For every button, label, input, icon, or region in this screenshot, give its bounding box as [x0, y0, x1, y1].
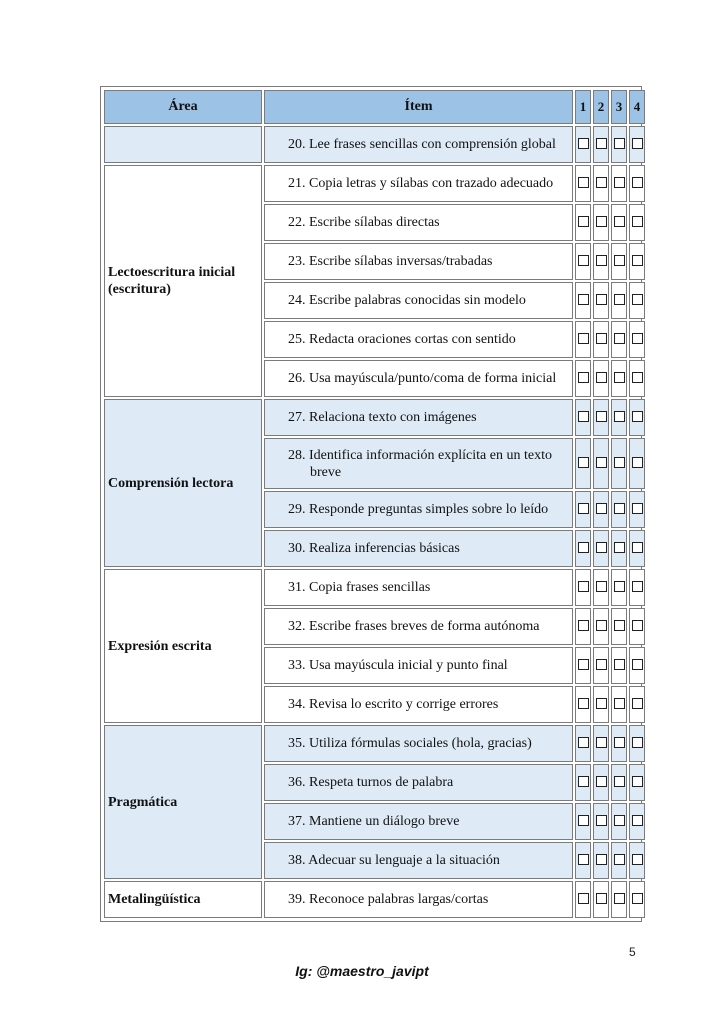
checkbox-level-3[interactable] — [614, 659, 625, 670]
level-3-cell — [611, 126, 627, 163]
level-4-cell — [629, 282, 645, 319]
level-4-cell — [629, 647, 645, 684]
checkbox-level-4[interactable] — [632, 255, 643, 266]
level-1-cell — [575, 647, 591, 684]
checkbox-level-3[interactable] — [614, 411, 625, 422]
item-text: 35. Utiliza fórmulas sociales (hola, gracias) — [288, 736, 532, 751]
checkbox-level-3[interactable] — [614, 372, 625, 383]
level-3-cell — [611, 803, 627, 840]
level-4-cell — [629, 399, 645, 436]
checkbox-level-4[interactable] — [632, 177, 643, 188]
level-2-cell — [593, 842, 609, 879]
checkbox-level-2[interactable] — [596, 411, 607, 422]
item-cell — [264, 764, 573, 801]
level-3-cell — [611, 764, 627, 801]
checkbox-level-4[interactable] — [632, 216, 643, 227]
area-cell-previous — [104, 126, 262, 163]
level-3-cell — [611, 647, 627, 684]
checkbox-level-4[interactable] — [632, 333, 643, 344]
item-text: 29. Responde preguntas simples sobre lo leído — [288, 502, 549, 517]
level-1-cell — [575, 399, 591, 436]
checkbox-level-4[interactable] — [632, 503, 643, 514]
checkbox-level-3[interactable] — [614, 854, 625, 865]
checkbox-level-1[interactable] — [578, 177, 589, 188]
table-row — [104, 126, 645, 163]
item-cell — [264, 842, 573, 879]
checkbox-level-3[interactable] — [614, 457, 625, 468]
checkbox-level-1[interactable] — [578, 255, 589, 266]
item-cell — [264, 608, 573, 645]
checkbox-level-4[interactable] — [632, 893, 643, 904]
level-1-cell — [575, 438, 591, 489]
level-4-cell — [629, 243, 645, 280]
table-row — [104, 569, 645, 606]
item-cell — [264, 399, 573, 436]
item-cell — [264, 881, 573, 918]
level-4-cell — [629, 608, 645, 645]
item-text: 37. Mantiene un diálogo breve — [288, 814, 460, 829]
item-cell — [264, 725, 573, 762]
level-2-cell — [593, 881, 609, 918]
level-3-cell — [611, 321, 627, 358]
level-4-cell — [629, 165, 645, 202]
level-3-cell — [611, 360, 627, 397]
item-cell — [264, 165, 573, 202]
checkbox-level-1[interactable] — [578, 776, 589, 787]
checkbox-level-4[interactable] — [632, 776, 643, 787]
checkbox-level-2[interactable] — [596, 372, 607, 383]
header-level-4: 4 — [629, 90, 645, 124]
checkbox-level-3[interactable] — [614, 581, 625, 592]
checkbox-level-3[interactable] — [614, 893, 625, 904]
checkbox-level-1[interactable] — [578, 737, 589, 748]
area-label-line1: Lectoescritura inicial — [108, 265, 236, 280]
level-2-cell — [593, 321, 609, 358]
level-2-cell — [593, 491, 609, 528]
level-3-cell — [611, 608, 627, 645]
area-cell-expresion-escrita: Expresión escrita — [104, 569, 262, 723]
level-3-cell — [611, 243, 627, 280]
level-3-cell — [611, 881, 627, 918]
checkbox-level-4[interactable] — [632, 854, 643, 865]
level-1-cell — [575, 842, 591, 879]
level-4-cell — [629, 764, 645, 801]
checkbox-level-1[interactable] — [578, 333, 589, 344]
footer-handle: Ig: @maestro_javipt — [295, 963, 429, 979]
checkbox-level-1[interactable] — [578, 457, 589, 468]
level-4-cell — [629, 881, 645, 918]
item-text: 32. Escribe frases breves de forma autónoma — [288, 619, 540, 634]
checkbox-level-1[interactable] — [578, 620, 589, 631]
checkbox-level-2[interactable] — [596, 138, 607, 149]
checkbox-level-2[interactable] — [596, 216, 607, 227]
item-text: 27. Relaciona texto con imágenes — [288, 410, 477, 425]
item-cell — [264, 126, 573, 163]
level-2-cell — [593, 803, 609, 840]
checkbox-level-1[interactable] — [578, 581, 589, 592]
level-3-cell — [611, 842, 627, 879]
item-text: 28. Identifica información explícita en un texto breve — [288, 447, 552, 480]
item-cell — [264, 686, 573, 723]
item-cell — [264, 569, 573, 606]
item-cell — [264, 360, 573, 397]
checkbox-level-4[interactable] — [632, 457, 643, 468]
page-number: 5 — [629, 945, 636, 959]
checkbox-level-3[interactable] — [614, 815, 625, 826]
item-cell — [264, 243, 573, 280]
level-3-cell — [611, 725, 627, 762]
level-3-cell — [611, 165, 627, 202]
item-text: 25. Redacta oraciones cortas con sentido — [288, 332, 516, 347]
checkbox-level-2[interactable] — [596, 333, 607, 344]
level-2-cell — [593, 686, 609, 723]
header-row — [104, 90, 645, 124]
checkbox-level-3[interactable] — [614, 542, 625, 553]
header-level-2: 2 — [593, 90, 609, 124]
level-2-cell — [593, 243, 609, 280]
level-3-cell — [611, 686, 627, 723]
level-1-cell — [575, 491, 591, 528]
level-2-cell — [593, 438, 609, 489]
header-level-1: 1 — [575, 90, 591, 124]
checkbox-level-2[interactable] — [596, 815, 607, 826]
checkbox-level-4[interactable] — [632, 581, 643, 592]
checkbox-level-1[interactable] — [578, 854, 589, 865]
evaluation-table-frame — [100, 86, 642, 922]
checkbox-level-2[interactable] — [596, 457, 607, 468]
area-cell-lectoescritura — [104, 165, 262, 397]
item-cell — [264, 803, 573, 840]
checkbox-level-2[interactable] — [596, 503, 607, 514]
level-4-cell — [629, 842, 645, 879]
level-4-cell — [629, 438, 645, 489]
item-cell — [264, 282, 573, 319]
checkbox-level-2[interactable] — [596, 620, 607, 631]
level-1-cell — [575, 725, 591, 762]
item-text: 21. Copia letras y sílabas con trazado adecuado — [288, 176, 554, 191]
checkbox-level-3[interactable] — [614, 333, 625, 344]
header-area: Área — [104, 90, 262, 124]
level-3-cell — [611, 569, 627, 606]
level-2-cell — [593, 530, 609, 567]
checkbox-level-3[interactable] — [614, 737, 625, 748]
checkbox-level-3[interactable] — [614, 620, 625, 631]
header-item: Ítem — [264, 90, 573, 124]
checkbox-level-1[interactable] — [578, 893, 589, 904]
checkbox-level-2[interactable] — [596, 698, 607, 709]
level-1-cell — [575, 204, 591, 241]
checkbox-level-1[interactable] — [578, 503, 589, 514]
level-1-cell — [575, 243, 591, 280]
checkbox-level-1[interactable] — [578, 698, 589, 709]
level-2-cell — [593, 725, 609, 762]
item-text: 39. Reconoce palabras largas/cortas — [288, 892, 489, 907]
level-3-cell — [611, 282, 627, 319]
item-cell — [264, 204, 573, 241]
checkbox-level-3[interactable] — [614, 698, 625, 709]
checkbox-level-3[interactable] — [614, 776, 625, 787]
checkbox-level-1[interactable] — [578, 294, 589, 305]
level-1-cell — [575, 764, 591, 801]
item-text: 36. Respeta turnos de palabra — [288, 775, 454, 790]
level-1-cell — [575, 608, 591, 645]
level-4-cell — [629, 725, 645, 762]
level-2-cell — [593, 282, 609, 319]
level-3-cell — [611, 438, 627, 489]
checkbox-level-2[interactable] — [596, 659, 607, 670]
area-cell-metalinguistica: Metalingüística — [104, 881, 262, 918]
table-row — [104, 725, 645, 762]
checkbox-level-1[interactable] — [578, 542, 589, 553]
checkbox-level-1[interactable] — [578, 815, 589, 826]
item-text: 34. Revisa lo escrito y corrige errores — [288, 697, 499, 712]
level-4-cell — [629, 204, 645, 241]
item-cell — [264, 647, 573, 684]
item-cell — [264, 491, 573, 528]
item-cell — [264, 530, 573, 567]
level-2-cell — [593, 608, 609, 645]
checkbox-level-1[interactable] — [578, 216, 589, 227]
level-1-cell — [575, 803, 591, 840]
level-2-cell — [593, 399, 609, 436]
level-2-cell — [593, 165, 609, 202]
checkbox-level-2[interactable] — [596, 854, 607, 865]
level-4-cell — [629, 360, 645, 397]
checkbox-level-3[interactable] — [614, 138, 625, 149]
level-4-cell — [629, 569, 645, 606]
checkbox-level-1[interactable] — [578, 372, 589, 383]
level-3-cell — [611, 204, 627, 241]
level-2-cell — [593, 647, 609, 684]
checkbox-level-2[interactable] — [596, 581, 607, 592]
level-4-cell — [629, 321, 645, 358]
level-1-cell — [575, 282, 591, 319]
checkbox-level-3[interactable] — [614, 503, 625, 514]
checkbox-level-4[interactable] — [632, 138, 643, 149]
checkbox-level-1[interactable] — [578, 138, 589, 149]
checkbox-level-3[interactable] — [614, 294, 625, 305]
checkbox-level-4[interactable] — [632, 542, 643, 553]
level-1-cell — [575, 126, 591, 163]
level-3-cell — [611, 491, 627, 528]
checkbox-level-4[interactable] — [632, 620, 643, 631]
item-text: 38. Adecuar su lenguaje a la situación — [288, 853, 500, 868]
level-4-cell — [629, 491, 645, 528]
checkbox-level-3[interactable] — [614, 255, 625, 266]
checkbox-level-2[interactable] — [596, 255, 607, 266]
checkbox-level-4[interactable] — [632, 698, 643, 709]
level-2-cell — [593, 204, 609, 241]
checkbox-level-2[interactable] — [596, 177, 607, 188]
checkbox-level-4[interactable] — [632, 294, 643, 305]
header-level-3: 3 — [611, 90, 627, 124]
level-2-cell — [593, 360, 609, 397]
level-1-cell — [575, 569, 591, 606]
level-3-cell — [611, 399, 627, 436]
level-2-cell — [593, 569, 609, 606]
area-cell-pragmatica: Pragmática — [104, 725, 262, 879]
checkbox-level-3[interactable] — [614, 177, 625, 188]
level-2-cell — [593, 764, 609, 801]
level-1-cell — [575, 530, 591, 567]
level-1-cell — [575, 321, 591, 358]
item-cell — [264, 438, 573, 489]
checkbox-level-2[interactable] — [596, 542, 607, 553]
table-row — [104, 399, 645, 436]
item-text: 33. Usa mayúscula inicial y punto final — [288, 658, 508, 673]
level-4-cell — [629, 530, 645, 567]
level-3-cell — [611, 530, 627, 567]
table-row — [104, 881, 645, 918]
level-2-cell — [593, 126, 609, 163]
item-cell — [264, 321, 573, 358]
checkbox-level-2[interactable] — [596, 294, 607, 305]
item-text: 26. Usa mayúscula/punto/coma de forma inicial — [288, 371, 557, 386]
table-row — [104, 165, 645, 202]
area-label-line2: (escritura) — [108, 282, 171, 297]
level-4-cell — [629, 803, 645, 840]
level-4-cell — [629, 126, 645, 163]
item-text: 20. Lee frases sencillas con comprensión global — [288, 137, 556, 152]
checkbox-level-2[interactable] — [596, 893, 607, 904]
item-text: 23. Escribe sílabas inversas/trabadas — [288, 254, 493, 269]
checkbox-level-4[interactable] — [632, 737, 643, 748]
checkbox-level-1[interactable] — [578, 411, 589, 422]
level-1-cell — [575, 881, 591, 918]
checkbox-level-4[interactable] — [632, 411, 643, 422]
checkbox-level-4[interactable] — [632, 659, 643, 670]
checkbox-level-3[interactable] — [614, 216, 625, 227]
checkbox-level-4[interactable] — [632, 372, 643, 383]
item-text: 24. Escribe palabras conocidas sin modelo — [288, 293, 526, 308]
level-1-cell — [575, 360, 591, 397]
area-cell-comprension-lectora: Comprensión lectora — [104, 399, 262, 567]
level-1-cell — [575, 165, 591, 202]
item-text: 31. Copia frases sencillas — [288, 580, 431, 595]
checkbox-level-4[interactable] — [632, 815, 643, 826]
level-4-cell — [629, 686, 645, 723]
checkbox-level-2[interactable] — [596, 776, 607, 787]
item-text: 22. Escribe sílabas directas — [288, 215, 440, 230]
checkbox-level-2[interactable] — [596, 737, 607, 748]
evaluation-table — [102, 88, 647, 920]
level-1-cell — [575, 686, 591, 723]
item-text: 30. Realiza inferencias básicas — [288, 541, 460, 556]
checkbox-level-1[interactable] — [578, 659, 589, 670]
